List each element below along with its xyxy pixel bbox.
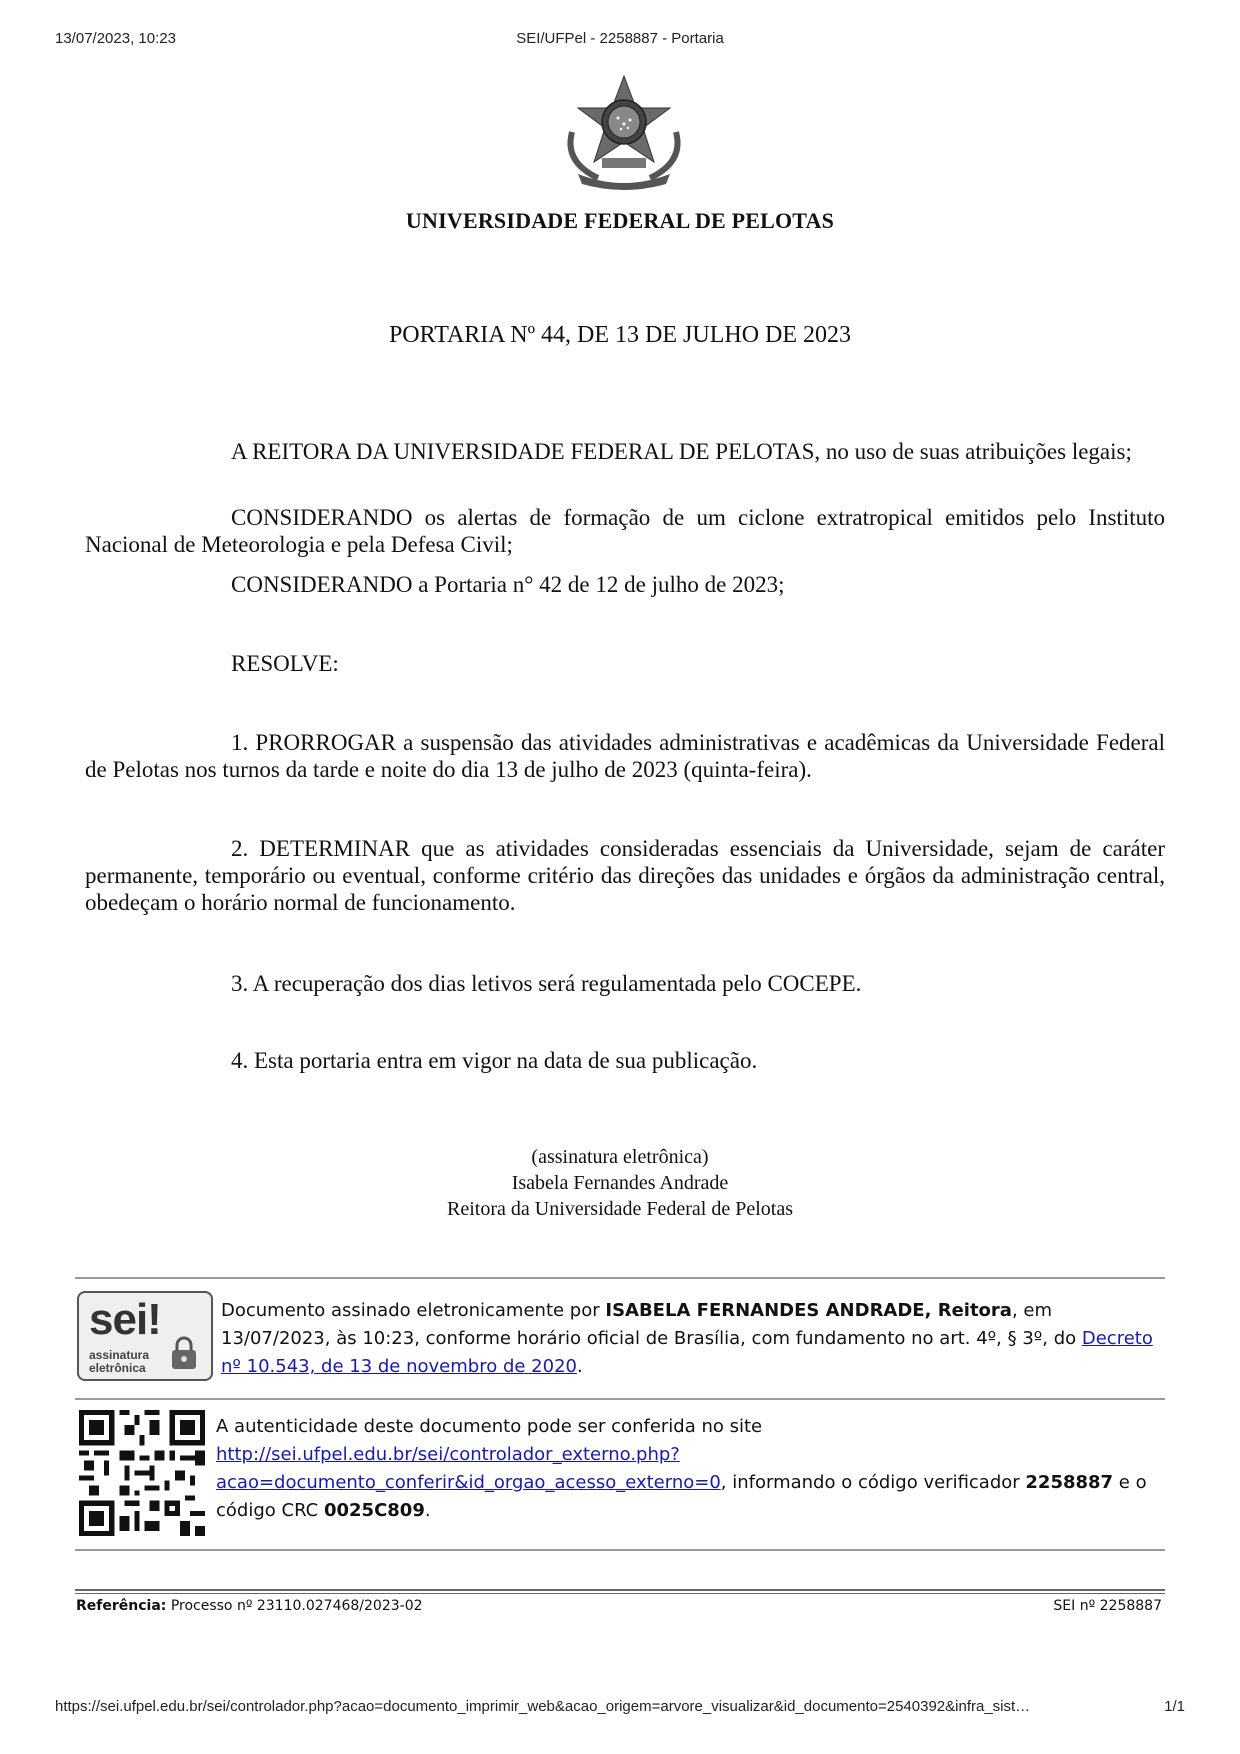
- portaria-title: PORTARIA Nº 44, DE 13 DE JULHO DE 2023: [388, 322, 852, 348]
- signature-type: (assinatura eletrônica): [531, 1146, 709, 1168]
- signer-name: Isabela Fernandes Andrade: [511, 1172, 729, 1194]
- lock-icon: [169, 1335, 199, 1371]
- verify-note-prefix: A autenticidade deste documento pode ser conferida no site: [216, 1416, 763, 1437]
- sign-note-signer: ISABELA FERNANDES ANDRADE: [605, 1300, 925, 1321]
- reference-value: Processo nº 23110.027468/2023-02: [166, 1598, 423, 1614]
- verification-link-2[interactable]: acao=documento_conferir&id_orgao_acesso_externo=0: [216, 1472, 721, 1493]
- sign-note-middle: , em 13/07/2023, às 10:23, conforme horário oficial de Brasília, com fundamento no art. 4º, § 3º, do: [221, 1300, 1082, 1349]
- print-datetime: 13/07/2023, 10:23: [55, 30, 176, 47]
- sei-number: SEI nº 2258887: [1053, 1598, 1162, 1614]
- divider: [75, 1277, 1165, 1279]
- sei-logo-subtitle: [89, 1349, 169, 1375]
- considerando-1-paragraph: CONSIDERANDO os alertas de formação de um ciclone extratropical emitidos pelo Instituto Nacional de Meteorologia e pela Defesa Civil;: [85, 505, 1165, 557]
- item-4-paragraph: 4. Esta portaria entra em vigor na data de sua publicação.: [231, 1048, 758, 1073]
- coat-of-arms-icon: [558, 74, 690, 194]
- item-3-paragraph: 3. A recuperação dos dias letivos será regulamentada pelo COCEPE.: [231, 971, 862, 996]
- verifier-code: 2258887: [1025, 1472, 1114, 1493]
- sei-logo-subtitle-2: eletrônica: [89, 1361, 146, 1375]
- signature-block: [0, 1144, 1240, 1222]
- item-2-paragraph: 2. DETERMINAR que as atividades consideradas essenciais da Universidade, sejam de caráter permanente, temporário ou eventual, conforme critério das direções das unidades e órgãos da administração central, obedeçam o horário normal de funcionamento.: [85, 836, 1165, 915]
- signer-role: Reitora da Universidade Federal de Pelotas: [447, 1198, 793, 1220]
- print-doc-title: SEI/UFPel - 2258887 - Portaria: [516, 30, 724, 47]
- item-1-paragraph: 1. PRORROGAR a suspensão das atividades administrativas e acadêmicas da Universidade Federal de Pelotas nos turnos da tarde e noite do dia 13 de julho de 2023 (quinta-feira).: [85, 730, 1165, 782]
- print-footer: [0, 1698, 1240, 1720]
- divider: [75, 1398, 1165, 1400]
- institution-name: UNIVERSIDADE FEDERAL DE PELOTAS: [405, 208, 835, 233]
- qr-code-icon[interactable]: [79, 1410, 205, 1536]
- verification-link-1[interactable]: http://sei.ufpel.edu.br/sei/controlador_externo.php?: [216, 1444, 680, 1465]
- crc-code: 0025C809: [323, 1500, 425, 1521]
- verify-note-middle-2: e o código CRC: [216, 1472, 1147, 1521]
- sign-note-comma: ,: [924, 1300, 938, 1321]
- sei-logo-subtitle-1: assinatura: [89, 1348, 150, 1362]
- verify-note-suffix: .: [424, 1500, 431, 1521]
- sign-note-suffix: .: [576, 1356, 583, 1377]
- sign-note-role: Reitora: [937, 1300, 1012, 1321]
- process-reference: [76, 1598, 423, 1614]
- resolve-heading: RESOLVE:: [231, 651, 339, 676]
- print-url: https://sei.ufpel.edu.br/sei/controlador.php?acao=documento_imprimir_web&acao_origem=arvore_visualizar&id_documento=2540392&infra_sist…: [55, 1698, 1031, 1715]
- sei-signature-logo: [77, 1291, 213, 1381]
- sei-logo-word: sei!: [89, 1295, 161, 1344]
- print-header: [0, 30, 1240, 52]
- page-number: 1/1: [1164, 1698, 1185, 1715]
- electronic-signature-note: [221, 1297, 1161, 1381]
- divider: [75, 1549, 1165, 1551]
- authenticity-note: [216, 1413, 1166, 1525]
- reference-label: Referência:: [76, 1598, 167, 1614]
- verify-note-middle: , informando o código verificador: [720, 1472, 1026, 1493]
- decree-link[interactable]: Decreto nº 10.543, de 13 de novembro de 2020: [221, 1328, 1153, 1377]
- sign-note-prefix: Documento assinado eletronicamente por: [221, 1300, 606, 1321]
- footer-double-rule: [75, 1589, 1165, 1594]
- intro-paragraph: A REITORA DA UNIVERSIDADE FEDERAL DE PELOTAS, no uso de suas atribuições legais;: [231, 439, 1132, 464]
- considerando-2-paragraph: CONSIDERANDO a Portaria n° 42 de 12 de julho de 2023;: [231, 572, 785, 597]
